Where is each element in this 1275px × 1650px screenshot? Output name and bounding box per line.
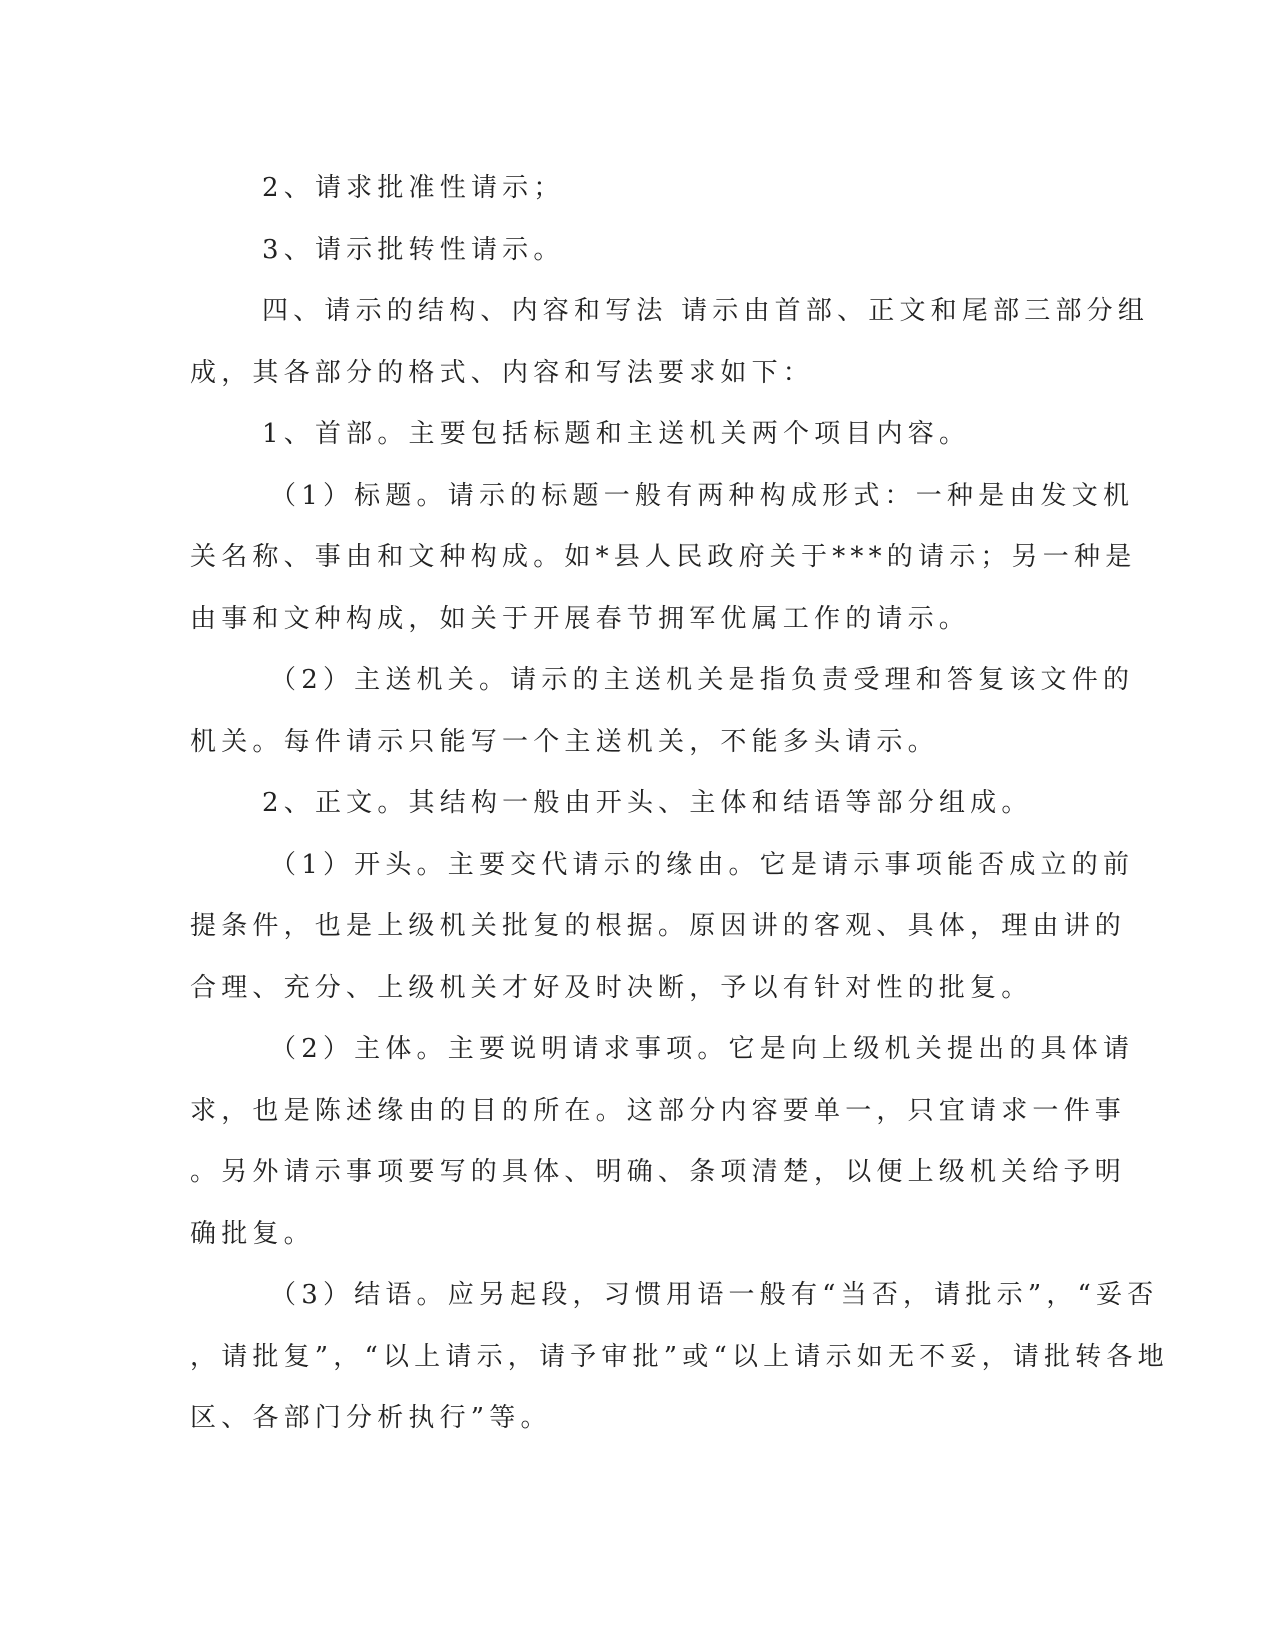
section-heading-structure: 四、请示的结构、内容和写法 请示由首部、正文和尾部三部分组 xyxy=(262,296,1150,326)
paragraph-line: 成，其各部分的格式、内容和写法要求如下： xyxy=(190,357,815,388)
paragraph-opening-start: （1）开头。主要交代请示的缘由。它是请示事项能否成立的前 xyxy=(270,849,1135,880)
document-body xyxy=(190,158,1169,1450)
paragraph-line: 由事和文种构成，如关于开展春节拥军优属工作的请示。 xyxy=(190,603,971,634)
paragraph-line: 求，也是陈述缘由的目的所在。这部分内容要单一，只宜请求一件事 xyxy=(190,1095,1127,1126)
list-item-request-approval: 2、请求批准性请示； xyxy=(262,173,565,203)
paragraph-closing-start: （3）结语。应另起段，习惯用语一般有“当否，请批示”，“妥否 xyxy=(270,1280,1159,1310)
paragraph-line: 机关。每件请示只能写一个主送机关，不能多头请示。 xyxy=(190,726,939,757)
paragraph-line: 区、各部门分析执行”等。 xyxy=(190,1403,552,1433)
paragraph-line: 提条件，也是上级机关批复的根据。原因讲的客观、具体，理由讲的 xyxy=(190,911,1127,941)
paragraph-title-start: （1）标题。请示的标题一般有两种构成形式：一种是由发文机 xyxy=(270,480,1135,511)
subsection-heading-header: 1、首部。主要包括标题和主送机关两个项目内容。 xyxy=(262,419,971,449)
list-item-request-forwarding: 3、请示批转性请示。 xyxy=(262,234,565,265)
paragraph-recipient-start: （2）主送机关。请示的主送机关是指负责受理和答复该文件的 xyxy=(270,665,1135,695)
paragraph-line: 确批复。 xyxy=(190,1218,315,1249)
paragraph-main-start: （2）主体。主要说明请求事项。它是向上级机关提出的具体请 xyxy=(270,1034,1135,1064)
paragraph-line: 关名称、事由和文种构成。如*县人民政府关于***的请示；另一种是 xyxy=(190,542,1137,572)
paragraph-line: 合理、充分、上级机关才好及时决断，予以有针对性的批复。 xyxy=(190,972,1033,1003)
paragraph-line: ，请批复”，“以上请示，请予审批”或“以上请示如无不妥，请批转各地 xyxy=(190,1341,1169,1372)
subsection-heading-body: 2、正文。其结构一般由开头、主体和结语等部分组成。 xyxy=(262,788,1033,818)
paragraph-line: 。另外请示事项要写的具体、明确、条项清楚，以便上级机关给予明 xyxy=(190,1157,1127,1187)
